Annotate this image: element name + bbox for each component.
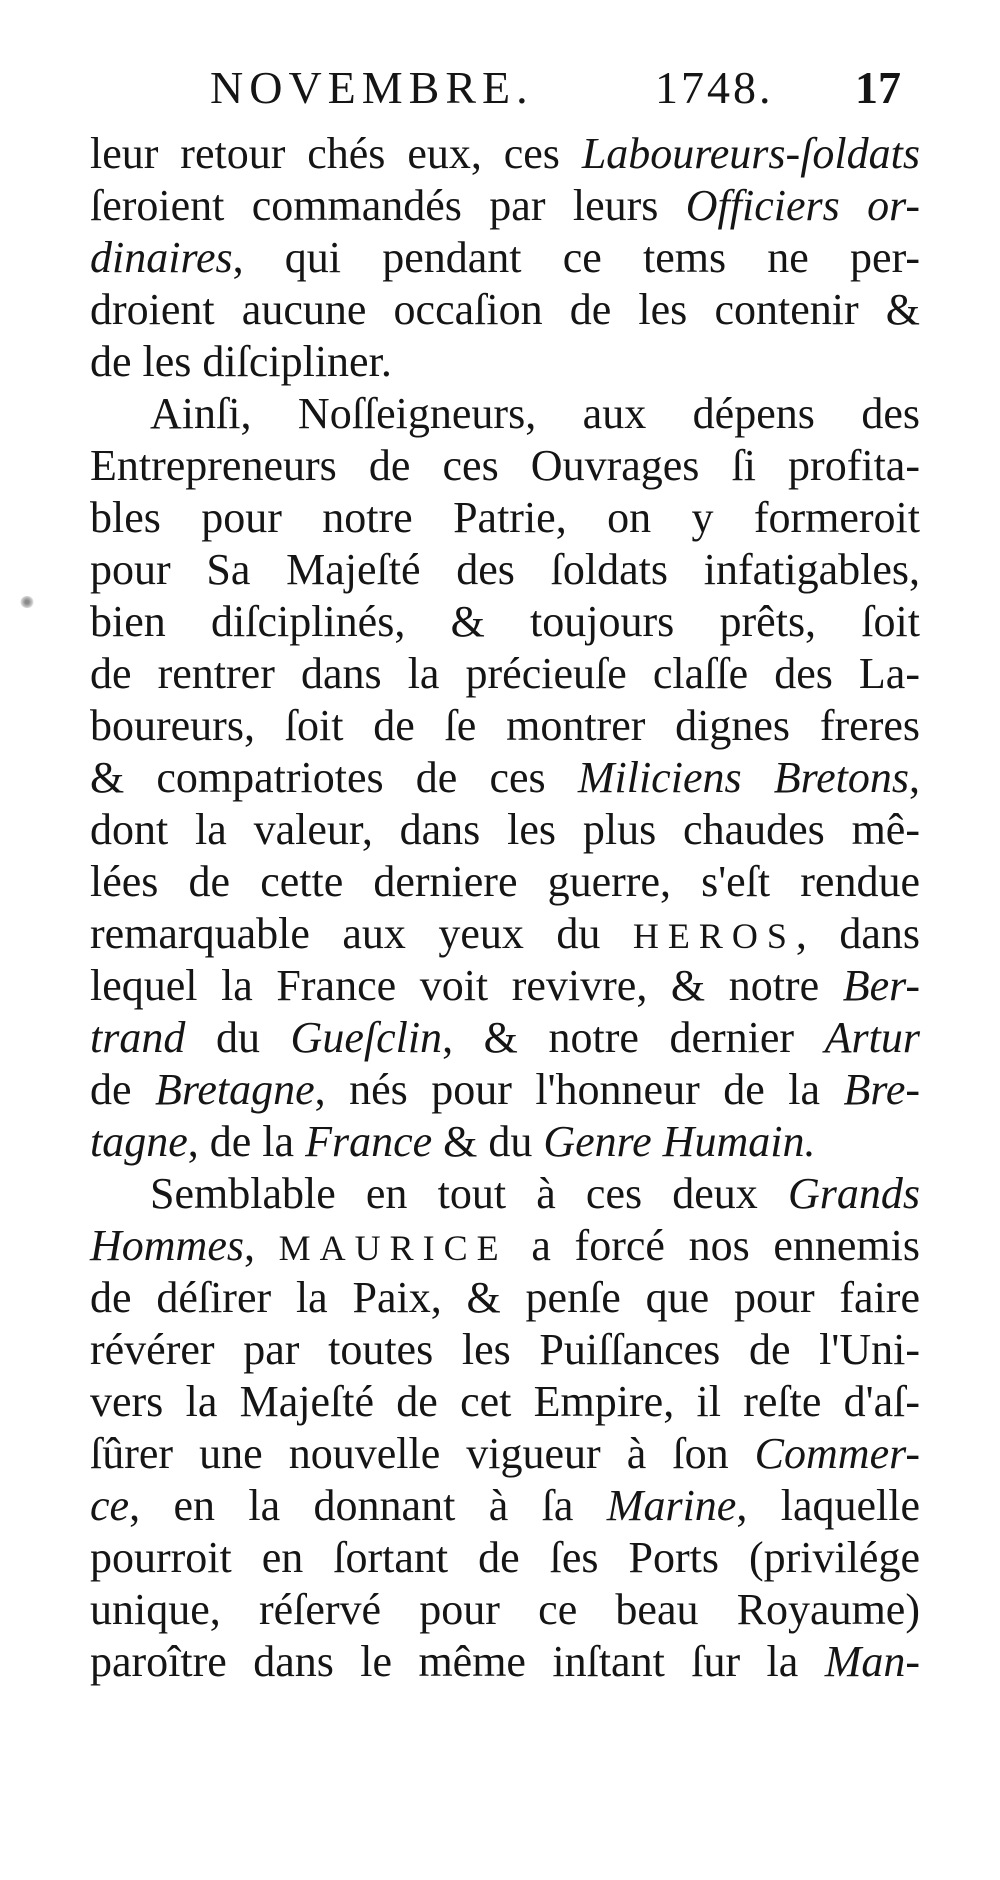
text-segment: bien diſciplinés, & toujours prêts, ſoit <box>90 597 920 646</box>
text-line <box>90 1064 920 1116</box>
text-segment: lequel la France voit revivre, & notre <box>90 961 843 1010</box>
italic-text: ce <box>90 1481 130 1530</box>
text-line <box>90 1168 920 1220</box>
text-line <box>90 180 920 232</box>
text-line <box>90 648 920 700</box>
text-segment: , & notre dernier <box>442 1013 825 1062</box>
text-segment: a forcé nos ennemis <box>507 1221 920 1270</box>
text-segment: , dans <box>795 909 921 958</box>
italic-text: tagne <box>90 1117 188 1166</box>
text-segment: , <box>909 753 920 802</box>
text-line <box>90 1584 920 1636</box>
page-number: 17 <box>855 62 901 113</box>
text-segment: ſeroient commandés par leurs <box>90 181 686 230</box>
text-segment: révérer par toutes les Puiſſances de l'Uni- <box>90 1325 920 1374</box>
text-line <box>90 492 920 544</box>
text-segment: du <box>185 1013 291 1062</box>
text-segment: pourroit en ſortant de ſes Ports (privilége <box>90 1533 920 1582</box>
text-segment: , en la donnant à ſa <box>129 1481 607 1530</box>
ink-smudge <box>20 596 34 608</box>
text-segment: ſûrer une nouvelle vigueur à ſon <box>90 1429 755 1478</box>
text-line <box>90 960 920 1012</box>
text-line <box>90 1428 920 1480</box>
text-line <box>90 1636 920 1688</box>
text-line <box>90 1532 920 1584</box>
text-segment: , <box>243 1221 279 1270</box>
italic-text: Ber- <box>842 961 920 1010</box>
text-segment: leur retour chés eux, ces <box>90 129 582 178</box>
italic-text: dinaires <box>90 233 233 282</box>
text-segment: , laquelle <box>736 1481 920 1530</box>
text-segment: vers la Majeſté de cet Empire, il reſte d'aſ- <box>90 1377 920 1426</box>
text-segment: de les diſcipliner. <box>90 337 392 386</box>
text-line <box>90 1324 920 1376</box>
text-line <box>90 1272 920 1324</box>
text-segment: , nés pour l'honneur de la <box>314 1065 844 1114</box>
text-segment: remarquable aux yeux du <box>90 909 633 958</box>
text-line <box>90 440 920 492</box>
text-segment: de rentrer dans la précieuſe claſſe des La- <box>90 649 920 698</box>
text-segment: & du <box>432 1117 544 1166</box>
text-segment: de <box>90 1065 156 1114</box>
italic-text: Commer- <box>754 1429 920 1478</box>
header-year: 1748. <box>655 62 774 113</box>
text-segment: Entrepreneurs de ces Ouvrages ſi profita- <box>90 441 920 490</box>
text-segment: , de la <box>187 1117 306 1166</box>
small-caps-name: HEROS <box>632 916 796 956</box>
text-line <box>90 388 920 440</box>
italic-text: Officiers or- <box>685 181 920 230</box>
italic-text: Miliciens Bretons <box>577 753 909 802</box>
text-segment: boureurs, ſoit de ſe montrer dignes freres <box>90 701 920 750</box>
italic-text: Bretagne <box>155 1065 315 1114</box>
text-line <box>90 284 920 336</box>
body-text <box>90 128 920 1688</box>
italic-text: Laboureurs-ſoldats <box>581 129 920 178</box>
text-segment: dont la valeur, dans les plus chaudes mê- <box>90 805 920 854</box>
text-line <box>90 1220 920 1272</box>
text-segment: Semblable en tout à ces deux <box>150 1169 788 1218</box>
italic-text: Hommes <box>90 1221 244 1270</box>
running-header <box>210 58 920 118</box>
italic-text: France <box>305 1117 433 1166</box>
italic-text: Marine <box>606 1481 737 1530</box>
text-segment: pour Sa Majeſté des ſoldats infatigables, <box>90 545 920 594</box>
text-line <box>90 1376 920 1428</box>
text-line <box>90 596 920 648</box>
text-segment: bles pour notre Patrie, on y formeroit <box>90 493 920 542</box>
text-segment: Ainſi, Noſſeigneurs, aux dépens des <box>150 389 920 438</box>
text-line <box>90 1116 920 1168</box>
text-segment: droient aucune occaſion de les contenir & <box>90 285 920 334</box>
text-line <box>90 336 920 388</box>
text-line <box>90 856 920 908</box>
small-caps-name: MAURICE <box>278 1228 508 1268</box>
italic-text: Bre- <box>843 1065 921 1114</box>
italic-text: Artur <box>824 1013 921 1062</box>
text-line <box>90 804 920 856</box>
italic-text: Gueſclin <box>290 1013 443 1062</box>
italic-text: trand <box>90 1013 186 1062</box>
text-line <box>90 908 920 960</box>
text-line <box>90 700 920 752</box>
text-segment: , qui pendant ce tems ne per- <box>232 233 920 282</box>
text-line <box>90 752 920 804</box>
italic-text: Grands <box>787 1169 920 1218</box>
text-segment: unique, réſervé pour ce beau Royaume) <box>90 1585 920 1634</box>
text-line <box>90 1012 920 1064</box>
header-month: NOVEMBRE. <box>210 62 534 113</box>
italic-text: Genre Humain. <box>543 1117 816 1166</box>
text-line <box>90 128 920 180</box>
text-line <box>90 1480 920 1532</box>
text-segment: lées de cette derniere guerre, s'eſt rendue <box>90 857 920 906</box>
text-segment: & compatriotes de ces <box>90 753 578 802</box>
text-line <box>90 232 920 284</box>
text-line <box>90 544 920 596</box>
italic-text: Man- <box>824 1637 920 1686</box>
text-segment: de déſirer la Paix, & penſe que pour faire <box>90 1273 920 1322</box>
text-segment: paroître dans le même inſtant ſur la <box>90 1637 825 1686</box>
